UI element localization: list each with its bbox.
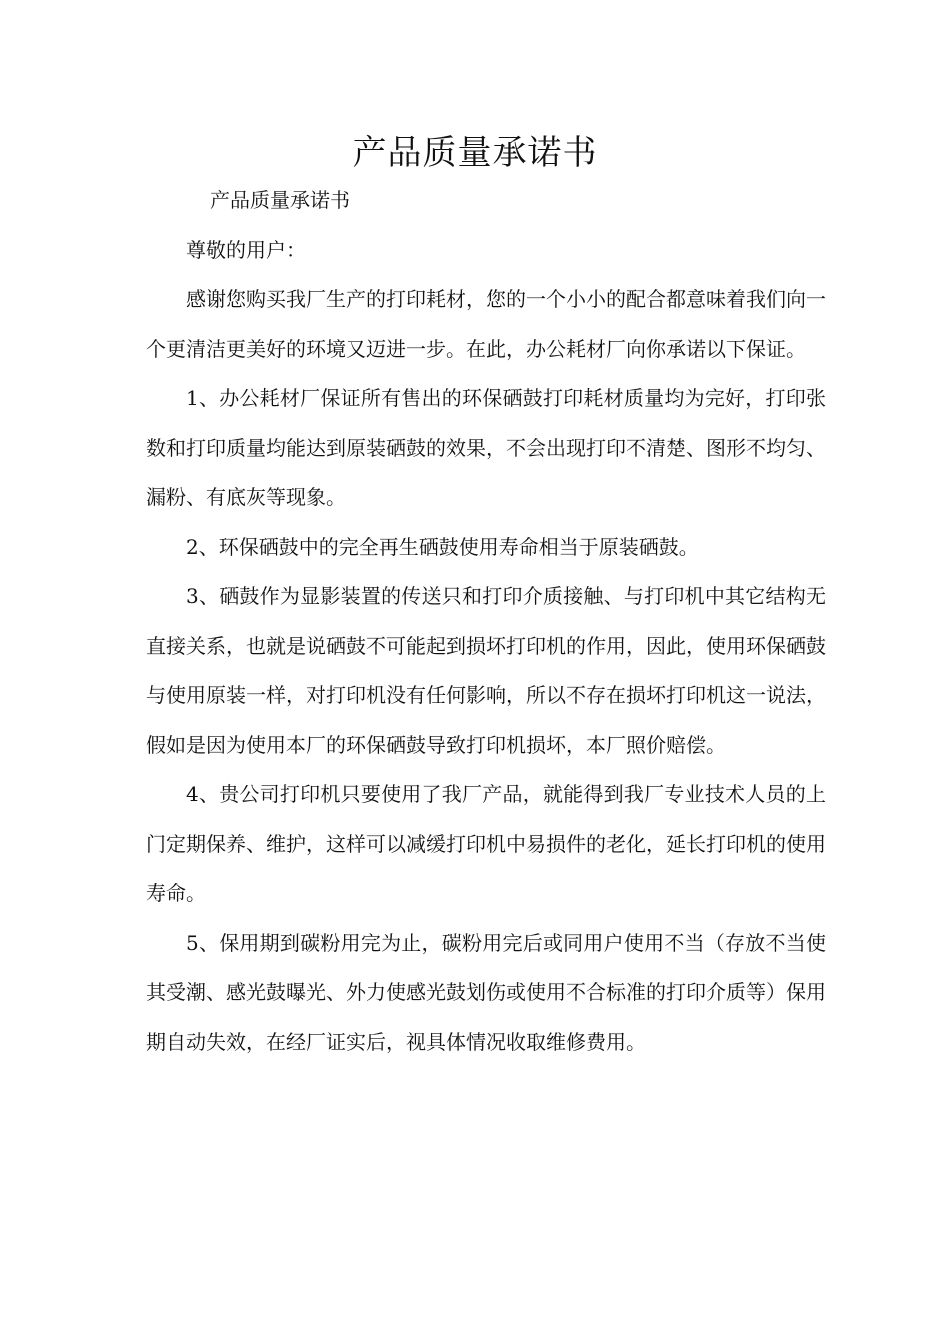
document-body [146, 176, 826, 1067]
commitment-item-5: 5、保用期到碳粉用完为止，碳粉用完后或同用户使用不当（存放不当使其受潮、感光鼓曝光、外力使感光鼓划伤或使用不合标准的打印介质等）保用期自动失效，在经厂证实后，视具体情况收取维修费用。 [146, 930, 826, 1054]
commitment-item-4: 4、贵公司打印机只要使用了我厂产品，就能得到我厂专业技术人员的上门定期保养、维护，这样可以减缓打印机中易损件的老化，延长打印机的使用寿命。 [146, 782, 826, 905]
commitment-item-2: 2、环保硒鼓中的完全再生硒鼓使用寿命相当于原装硒鼓。 [186, 534, 699, 559]
commitment-item-1: 1、办公耗材厂保证所有售出的环保硒鼓打印耗材质量均为完好，打印张数和打印质量均能达到原装硒鼓的效果，不会出现打印不清楚、图形不均匀、漏粉、有底灰等现象。 [146, 386, 826, 509]
commitment-item-3: 3、硒鼓作为显影装置的传送只和打印介质接触、与打印机中其它结构无直接关系，也就是说硒鼓不可能起到损坏打印机的作用，因此，使用环保硒鼓与使用原装一样，对打印机没有任何影响，所以不存在损坏打印机这一说法，假如是因为使用本厂的环保硒鼓导致打印机损坏，本厂照价赔偿。 [146, 584, 826, 757]
document-subtitle: 产品质量承诺书 [210, 188, 350, 212]
document-title: 产品质量承诺书 [352, 133, 598, 173]
intro-paragraph: 感谢您购买我厂生产的打印耗材，您的一个小小的配合都意味着我们向一个更清洁更美好的环境又迈进一步。在此，办公耗材厂向你承诺以下保证。 [146, 287, 826, 361]
salutation: 尊敬的用户： [186, 237, 306, 262]
